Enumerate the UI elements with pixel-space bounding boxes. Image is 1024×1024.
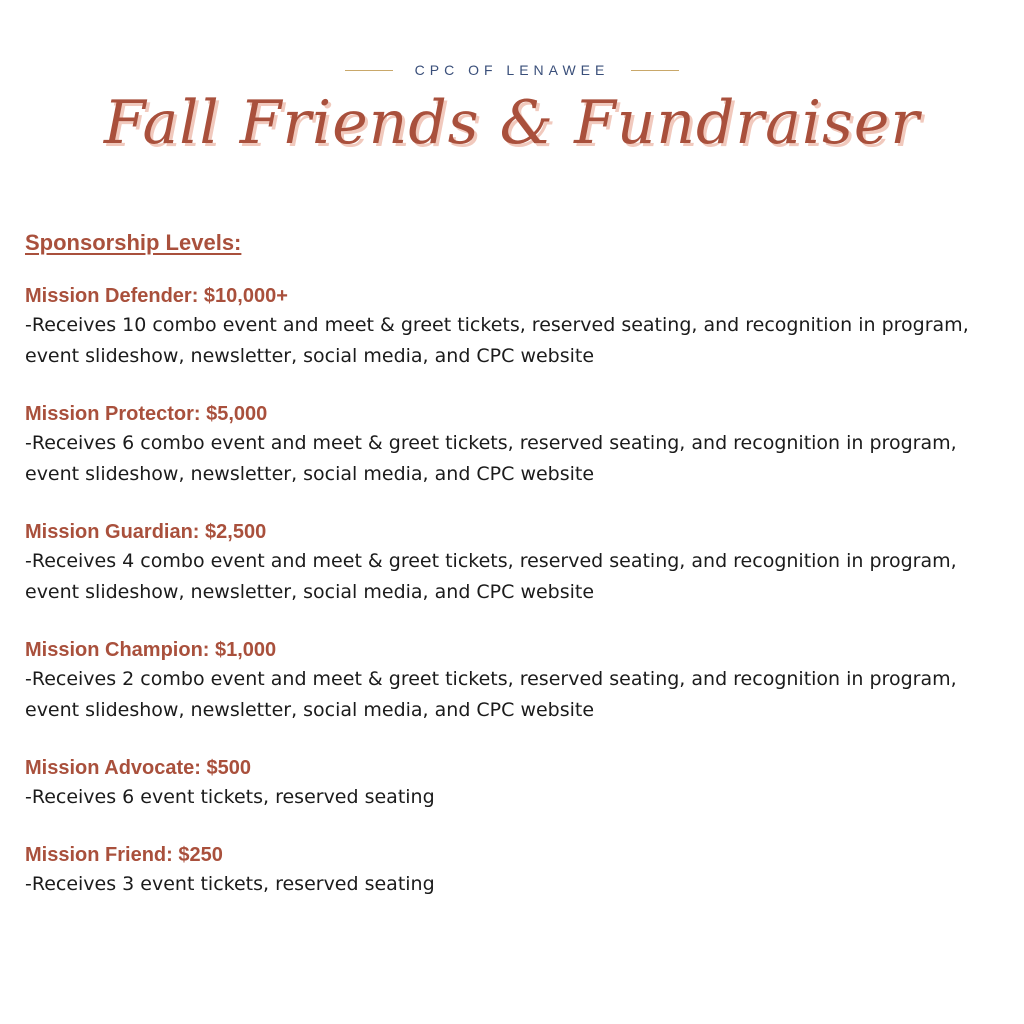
level-mission-defender — [25, 282, 1000, 372]
sponsorship-section — [25, 230, 1000, 928]
level-description: -Receives 3 event tickets, reserved seating — [25, 873, 435, 895]
level-title: Mission Defender: $10,000+ — [25, 285, 288, 307]
right-divider — [631, 70, 679, 71]
page-title: Fall Friends & Fundraiser — [103, 88, 921, 158]
level-title: Mission Protector: $5,000 — [25, 403, 268, 425]
level-description: -Receives 2 combo event and meet & greet tickets, reserved seating, and recognition in program, event slideshow, newsletter, social media, and CPC website — [25, 668, 957, 721]
level-title: Mission Advocate: $500 — [25, 757, 252, 779]
level-title: Mission Friend: $250 — [25, 844, 223, 866]
org-name: CPC OF LENAWEE — [414, 62, 610, 78]
level-mission-champion — [25, 636, 1000, 726]
header — [0, 62, 1024, 156]
level-description: -Receives 4 combo event and meet & greet tickets, reserved seating, and recognition in program, event slideshow, newsletter, social media, and CPC website — [25, 550, 957, 603]
section-heading: Sponsorship Levels: — [25, 230, 242, 255]
level-description: -Receives 6 event tickets, reserved seating — [25, 786, 435, 808]
level-title: Mission Champion: $1,000 — [25, 639, 277, 661]
level-mission-guardian — [25, 518, 1000, 608]
level-title: Mission Guardian: $2,500 — [25, 521, 267, 543]
left-divider — [345, 70, 393, 71]
level-mission-protector — [25, 400, 1000, 490]
level-description: -Receives 10 combo event and meet & greet tickets, reserved seating, and recognition in program, event slideshow, newsletter, social media, and CPC website — [25, 314, 969, 367]
level-mission-advocate — [25, 754, 1000, 813]
level-mission-friend — [25, 841, 1000, 900]
level-description: -Receives 6 combo event and meet & greet tickets, reserved seating, and recognition in program, event slideshow, newsletter, social media, and CPC website — [25, 432, 957, 485]
org-row — [0, 62, 1024, 78]
